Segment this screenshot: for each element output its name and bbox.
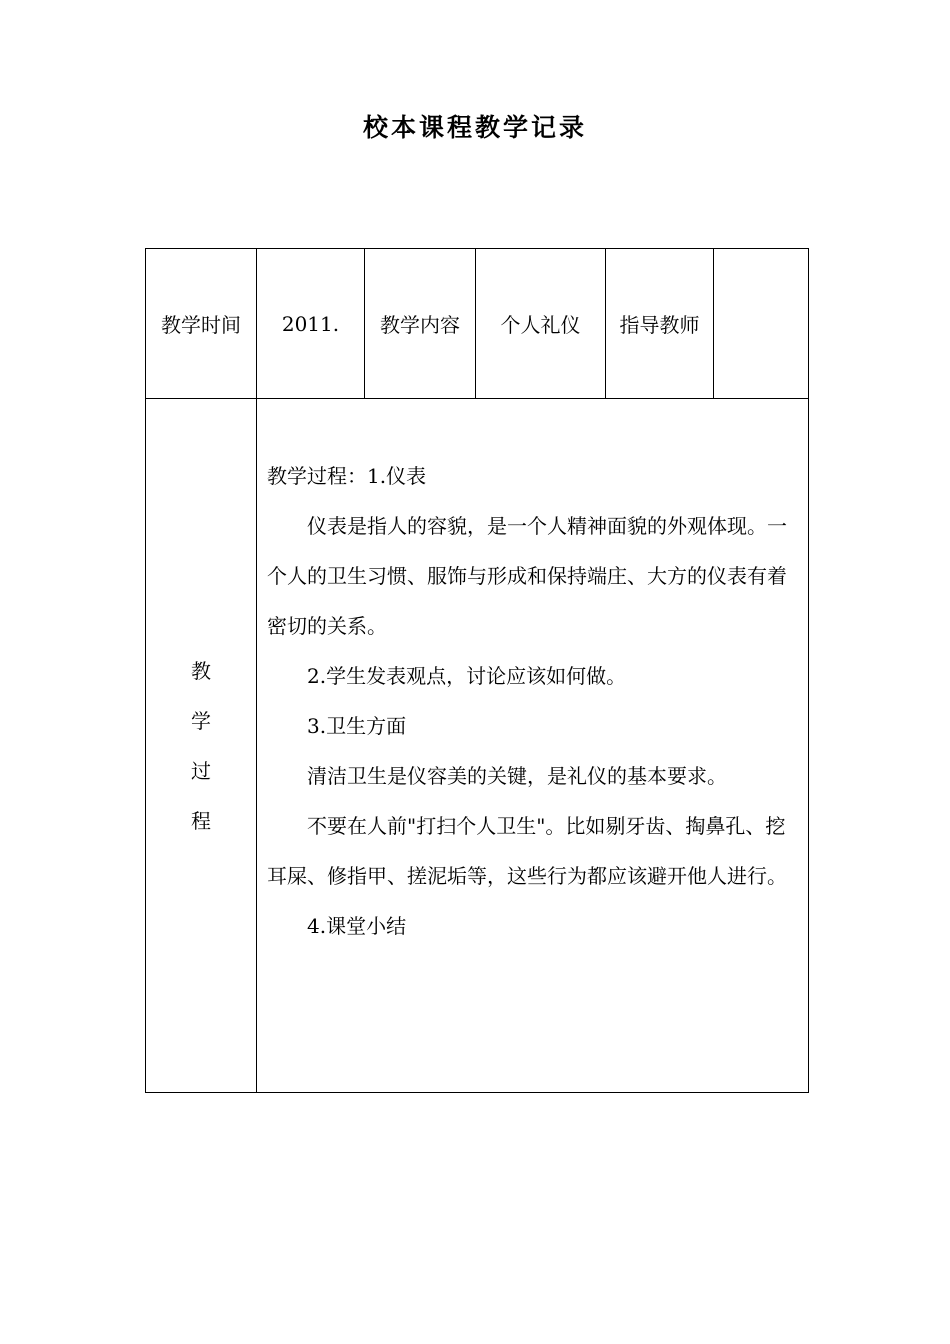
teaching-content-label: 教学内容 [365, 249, 476, 399]
process-paragraph: 4.课堂小结 [307, 914, 407, 938]
teaching-time-label: 教学时间 [146, 249, 257, 399]
process-paragraph: 清洁卫生是仪容美的关键，是礼仪的基本要求。 [307, 764, 727, 788]
instructor-value [714, 249, 809, 399]
teaching-content-value: 个人礼仪 [476, 249, 606, 399]
teaching-record-table [145, 248, 809, 1093]
header-row [146, 249, 809, 399]
process-side-label [146, 399, 257, 1093]
process-paragraph: 不要在人前"打扫个人卫生"。比如剔牙齿、掏鼻孔、挖耳屎、修指甲、搓泥垢等，这些行为都应该避开他人进行。 [267, 814, 787, 888]
process-heading: 教学过程：1.仪表 [267, 464, 427, 488]
process-content-cell [257, 399, 809, 1093]
process-paragraph: 仪表是指人的容貌，是一个人精神面貌的外观体现。一个人的卫生习惯、服饰与形成和保持端庄、大方的仪表有着密切的关系。 [267, 514, 787, 638]
side-label-char: 学 [191, 708, 211, 733]
side-label-char: 过 [191, 758, 211, 783]
instructor-label: 指导教师 [606, 249, 714, 399]
side-label-char: 程 [191, 808, 211, 833]
process-content [257, 399, 808, 951]
process-paragraph: 2.学生发表观点，讨论应该如何做。 [307, 664, 627, 688]
process-row [146, 399, 809, 1093]
process-paragraph: 3.卫生方面 [307, 714, 407, 738]
document-title: 校本课程教学记录 [362, 113, 587, 142]
side-label-char: 教 [191, 658, 211, 683]
teaching-time-value: 2011. [257, 249, 365, 399]
